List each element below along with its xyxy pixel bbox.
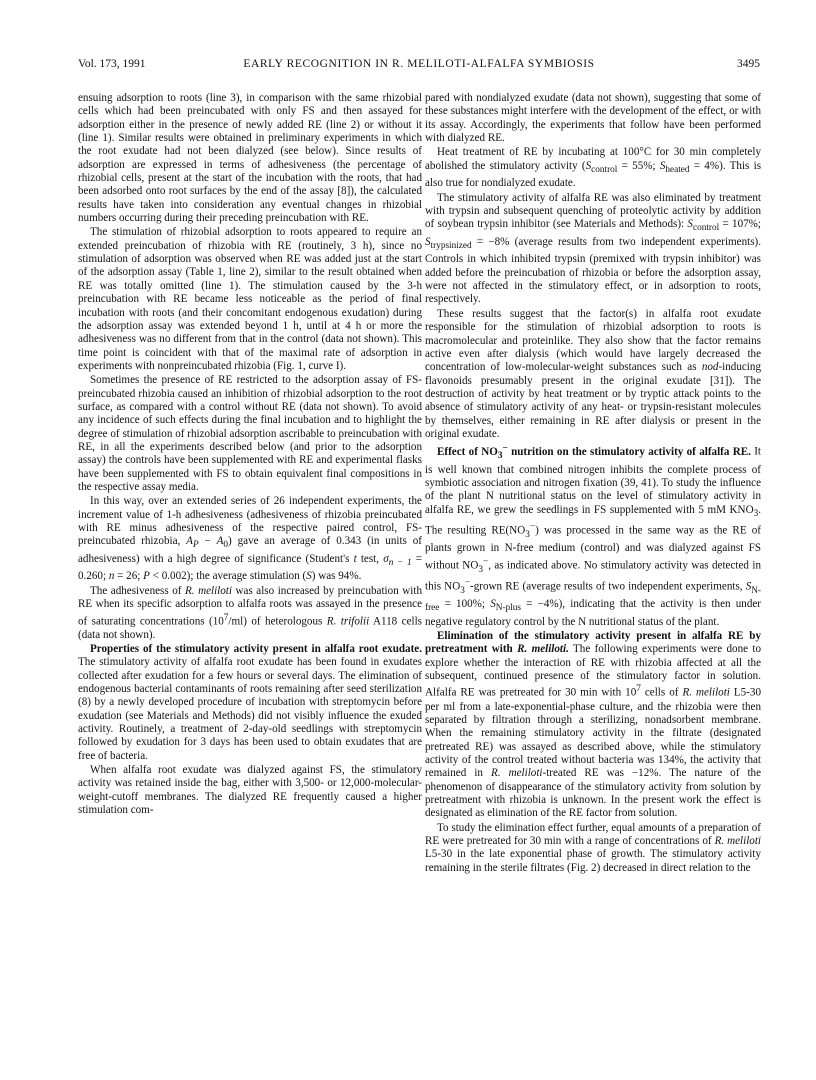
section-heading: Elimination of the stimulatory activity present in alfalfa RE by pretreatment with R. meliloti. xyxy=(425,630,761,656)
left-column xyxy=(78,92,422,817)
running-title: EARLY RECOGNITION IN R. MELILOTI-ALFALFA SYMBIOSIS xyxy=(243,58,595,70)
section-paragraph: Properties of the stimulatory activity present in alfalfa root exudate. The stimulatory activity of alfalfa root exudate has been found in exudates collected after exudation for a few hours or several days. The elimination of endogenous bacterial contaminants of roots remaining after seed sterilization (8) by a newly developed procedure of incubation with streptomycin before exudation (see Materials and Methods) did not visibly influence the exuded activity. Routinely, a treatment of 2-day-old seedlings with streptomycin followed by exudation for 3 days has been used to obtain exudates that are free of bacteria. xyxy=(78,642,422,762)
paragraph: Heat treatment of RE by incubating at 100°C for 30 min completely abolished the stimulatory activity ($S_{control} = 55\%$; $S_{heated} = 4\%$). This is also true for nondialyzed exudate. xyxy=(425,146,762,190)
paragraph: The adhesiveness of R. meliloti was also increased by preincubation with RE when its specific adsorption to alfalfa roots was assayed in the presence of saturating concentrations $(10^7/ml)$ of heterologous R. trifolii A118 cells (data not shown). xyxy=(78,584,422,641)
paragraph: ensuing adsorption to roots (line 3), in comparison with the same rhizobial cells which had been preincubated with only FS and then assayed for adsorption either in the presence of newly added RE (line 2) or without it (line 1). Similar results were obtained in preliminary experiments in which the root exudate had not been dialyzed (see below). Since results of adsorption are expressed in terms of adhesiveness (the percentage of rhizobial cells, present at the start of the incubation with the roots, that had been adsorbed onto root surfaces by the end of the assay [8]), the calculated results have taken into consideration any eventual changes in rhizobial numbers occurring during their preceding preincubation with RE. xyxy=(78,92,422,225)
paragraph: Sometimes the presence of RE restricted to the adsorption assay of FS-preincubated rhizobia caused an inhibition of rhizobial adsorption to the root surface, as compared with a control without RE (data not shown). To avoid any incidence of such effects during the final incubation and to highlight the degree of stimulation of rhizobial adsorption ascribable to preincubation with RE, in all the experiments described below (and prior to the adsorption assay) the controls have been supplemented with RE and experimental flasks have been supplemented with FS to obtain equivalent final compositions in the respective assay media. xyxy=(78,374,422,493)
section-heading: Effect of $NO_3^-$ nutrition on the stimulatory activity of alfalfa RE. xyxy=(437,443,751,462)
section-paragraph: Elimination of the stimulatory activity present in alfalfa RE by pretreatment with R. meliloti. The following experiments were done to explore whether the interaction of RE with rhizobia affected at all the subsequent, continued presence of the stimulatory factor in solution. Alfalfa RE was pretreated for 30 min with $10^7$ cells of R. meliloti L5-30 per ml from a late-exponential-phase culture, and the rhizobia were then separated by filtration through a sterilizing, nonadsorbent membrane. When the remaining stimulatory activity in the filtrate (designated pretreated RE) was assayed as described above, while the stimulatory activity of the control treated without bacteria was 134%, the activity that remained in R. meliloti-treated RE was −12%. The nature of the phenomenon of disappearance of the stimulatory activity from solution by pretreatment with rhizobia is unknown. In the present work the effect is designated as elimination of the RE factor from solution. xyxy=(425,630,762,820)
paragraph: pared with nondialyzed exudate (data not shown), suggesting that some of these substances might interfere with the development of the effect, or with its assay. Accordingly, the experiments that follow have been performed with dialyzed RE. xyxy=(425,92,761,145)
section-heading: Properties of the stimulatory activity present in alfalfa root exudate. xyxy=(90,642,422,655)
paragraph: The stimulation of rhizobial adsorption to roots appeared to require an extended preincubation of rhizobia with RE (routinely, 3 h), since no stimulation of adsorption was observed when RE was added just at the start of the adsorption assay (Table 1, line 2), similar to the result obtained when RE was totally omitted (line 1). The stimulation caused by the 3-h preincubation with RE became less noticeable as the period of final incubation with roots (and their concomitant endogenous exudation) during the adsorption assay was extended beyond 1 h, until at 4 h or more the adhesiveness was no different from that in the control (data not shown). This time point is coincident with that of the maximal rate of adsorption in experiments with nonpreincubated rhizobia (Fig. 1, curve I). xyxy=(78,226,422,372)
paragraph: The stimulatory activity of alfalfa RE was also eliminated by treatment with trypsin and subsequent quenching of proteolytic activity by addition of soybean trypsin inhibitor (see Materials and Methods): $S_{control} = 107\%$; $S_{trypsinized} = -8\%$ (average results from two independent experiments). Controls in which inhibited trypsin (premixed with trypsin inhibitor) was added before the preincubation of rhizobia or before the adsorption assay, were not affected in the stimulatory effect, or in adsorption to roots, respectively. xyxy=(425,191,761,306)
paragraph: When alfalfa root exudate was dialyzed against FS, the stimulatory activity was retained inside the bag, either with 3,500- or 12,000-molecular-weight-cutoff membranes. The dialyzed RE frequently caused a higher stimulation com- xyxy=(78,763,422,816)
paragraph: In this way, over an extended series of 26 independent experiments, the increment value of 1-h adhesiveness (adhesiveness of rhizobia preincubated with RE minus adhesiveness of the respective paired control, FS-preincubated rhizobia, $A_P - A_0$) gave an average of 0.343 (in units of adhesiveness) with a high degree of significance (Student's t test, $\sigma_{n - 1} = 0.260$; n = 26; P < 0.002); the average stimulation (S) was 94%. xyxy=(78,495,423,583)
right-column xyxy=(425,92,761,875)
running-header xyxy=(78,58,760,74)
paragraph: To study the elimination effect further, equal amounts of a preparation of RE were pretreated for 30 min with a range of concentrations of R. meliloti L5-30 in the late exponential phase of growth. The stimulatory activity remaining in the sterile filtrates (Fig. 2) decreased in direct relation to the xyxy=(425,821,761,874)
section-paragraph: Effect of $NO_3^-$ nutrition on the stimulatory activity of alfalfa RE. It is well known that combined nitrogen inhibits the complete process of symbiotic association and nitrogen fixation (39, 41). To study the influence of the plant N nutritional status on the level of stimulatory activity in alfalfa RE, we grew the seedlings in FS supplemented with 5 mM $KNO_3$. The resulting $RE(NO_3^-)$ was processed in the same way as the RE of plants grown in N-free medium (control) and was dialyzed against FS without $NO_3^-$, as indicated above. No stimulatory activity was detected in this $NO_3^-$-grown RE (average results of two independent experiments, $S_{N-free} = 100\%$; $S_{N-plus} = -4\%$), indicating that the activity is then under negative regulatory control by the N nutritional status of the plant. xyxy=(425,443,762,628)
paragraph: These results suggest that the factor(s) in alfalfa root exudate responsible for the stimulation of rhizobial adsorption to roots is macromolecular and proteinlike. They also show that the factor remains active even after dialysis (which would have largely decreased the concentration of low-molecular-weight substances such as nod-inducing flavonoids presumably present in the original exudate [31]). The destruction of activity by heat treatment or by tryptic attack points to the absence of stimulatory activity of any heat- or trypsin-resistant molecules by themselves, either remaining in RE after dialysis or present in the original exudate. xyxy=(425,307,761,440)
page-number: 3495 xyxy=(737,58,760,70)
journal-volume: Vol. 173, 1991 xyxy=(78,58,146,70)
